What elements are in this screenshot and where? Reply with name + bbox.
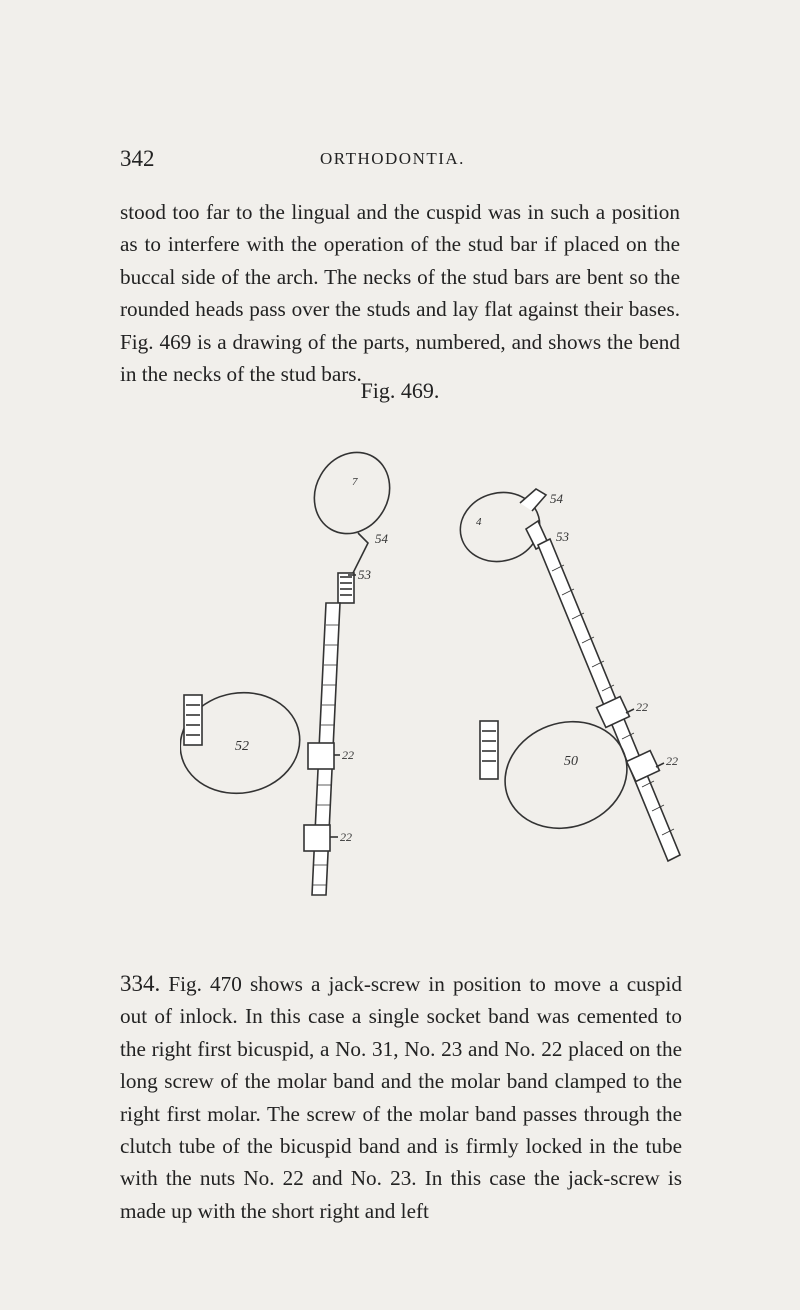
- left-top-ring: [300, 439, 404, 548]
- figure-469-drawing: [180, 425, 700, 915]
- right-tube: [480, 721, 498, 779]
- right-label-nut-lower: 22: [666, 754, 678, 768]
- left-label-nut-upper: 22: [342, 748, 354, 762]
- right-label-top-ring: 4: [476, 516, 482, 528]
- left-label-lower-ring: 52: [235, 739, 249, 754]
- running-title: ORTHODONTIA.: [320, 149, 465, 168]
- left-label-neck: 54: [375, 531, 388, 546]
- body-paragraph-1: stood too far to the lingual and the cuspid was in such a position as to interfere with the operation of the stud bar if placed on the buccal side of the arch. The necks of the stud bars are bent so the rounded heads pass over the studs and lay flat against their bases. Fig. 469 is a drawing of the parts, numbered, and shows the bend in the necks of the stud bars.: [120, 200, 680, 387]
- right-long-screw: [538, 539, 680, 861]
- right-stud-neck: [520, 489, 546, 511]
- left-label-collar: 53: [358, 567, 371, 582]
- body-paragraph-2: [120, 968, 682, 1227]
- left-nut-upper: [308, 743, 334, 769]
- left-tube: [184, 695, 202, 745]
- left-nut-lower: [304, 825, 330, 851]
- right-label-nut-upper: 22: [636, 700, 648, 714]
- right-label-collar: 53: [556, 529, 569, 544]
- section-number: 334.: [120, 971, 161, 996]
- right-label-lower-ring: 50: [564, 754, 578, 769]
- page-number: 342: [120, 146, 155, 171]
- right-label-neck: 54: [550, 491, 563, 506]
- section-text: Fig. 470 shows a jack-screw in position to move a cuspid out of inlock. In this case a single socket band was cemented to the right first bicuspid, a No. 31, No. 23 and No. 22 placed on the long screw of the molar band and the molar band clamped to the right first molar. The screw of the molar band passes through the clutch tube of the bicuspid band and is firmly locked in the tube with the nuts No. 22 and No. 23. In this case the jack-screw is made up with the short right and left: [120, 972, 683, 1223]
- figure-caption: Fig. 469.: [360, 378, 440, 403]
- left-label-nut-lower: 22: [340, 830, 352, 844]
- left-label-top-ring: 7: [352, 476, 358, 488]
- page-header: [120, 146, 680, 176]
